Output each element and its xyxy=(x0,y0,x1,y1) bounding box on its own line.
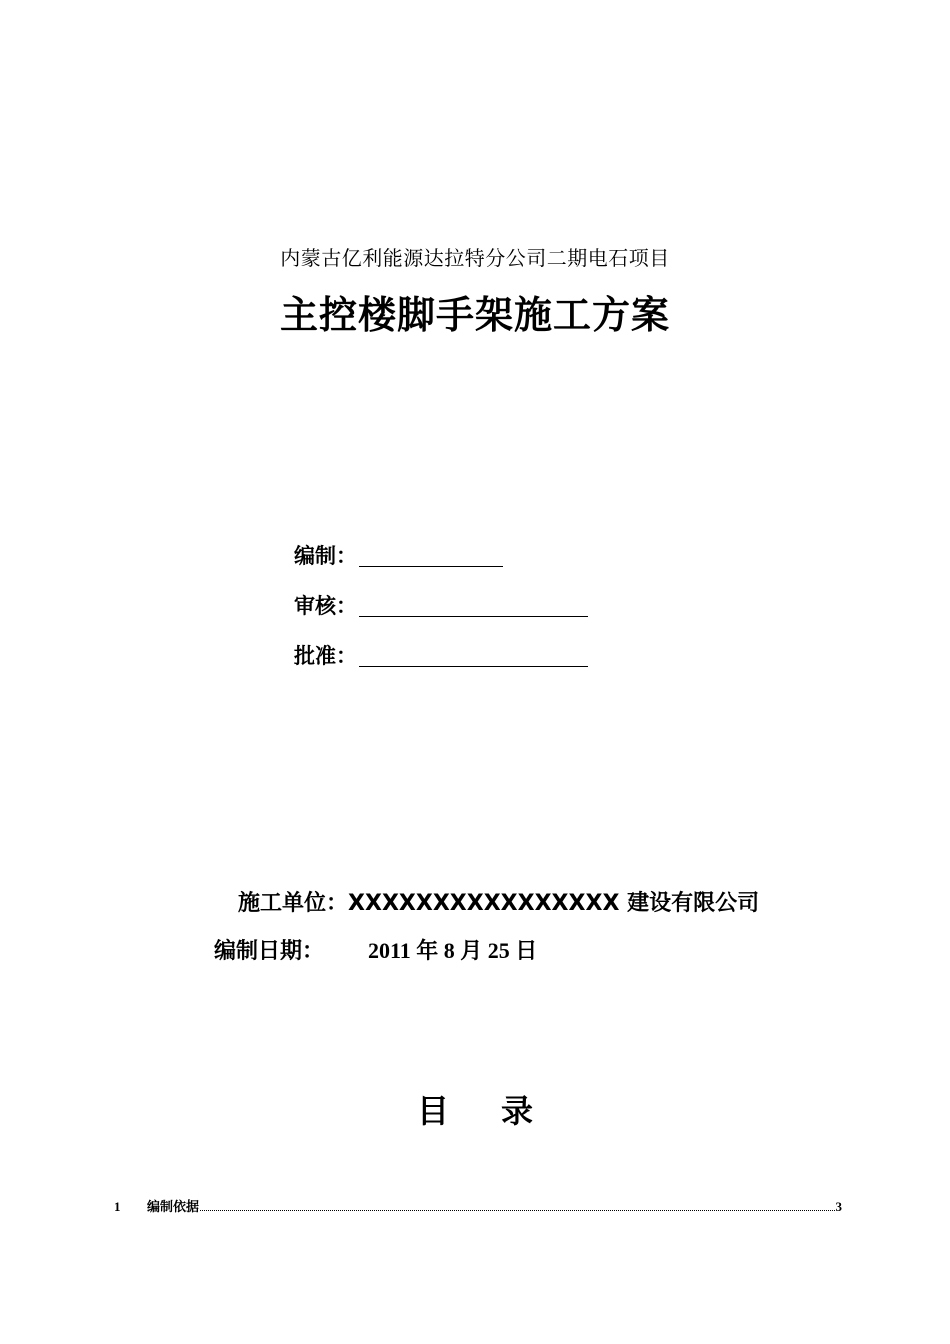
construction-unit-label: 施工单位： xyxy=(238,891,349,916)
toc-entry-page: 3 xyxy=(835,1199,842,1214)
toc-heading-right: 录 xyxy=(501,1092,534,1130)
compiled-by-row xyxy=(294,538,503,570)
document-title: 主控楼脚手架施工方案 xyxy=(279,293,670,337)
compile-date xyxy=(214,934,537,965)
approved-by-row xyxy=(294,638,588,670)
toc-heading-left: 目 xyxy=(416,1092,449,1130)
project-subtitle: 内蒙古亿利能源达拉特分公司二期电石项目 xyxy=(280,246,670,270)
toc-heading xyxy=(0,1086,950,1132)
toc-entry[interactable] xyxy=(114,1196,842,1215)
reviewed-by-row xyxy=(294,588,588,620)
compile-date-label: 编制日期： xyxy=(214,939,325,964)
reviewed-by-blank-line xyxy=(359,594,588,617)
construction-unit xyxy=(238,886,759,917)
approved-by-blank-line xyxy=(359,644,588,667)
compile-date-value: 2011 年 8 月 25 日 xyxy=(368,938,538,963)
toc-entry-number: 1 xyxy=(114,1199,121,1214)
compiled-by-blank-line xyxy=(359,544,503,567)
reviewed-by-label: 审核： xyxy=(294,594,357,618)
construction-unit-value: XXXXXXXXXXXXXXXX 建设有限公司 xyxy=(348,891,760,916)
approved-by-label: 批准： xyxy=(294,644,357,668)
toc-entry-title[interactable]: 编制依据 xyxy=(147,1200,200,1215)
toc-leader-dots xyxy=(200,1210,834,1211)
compiled-by-label: 编制： xyxy=(294,544,357,568)
